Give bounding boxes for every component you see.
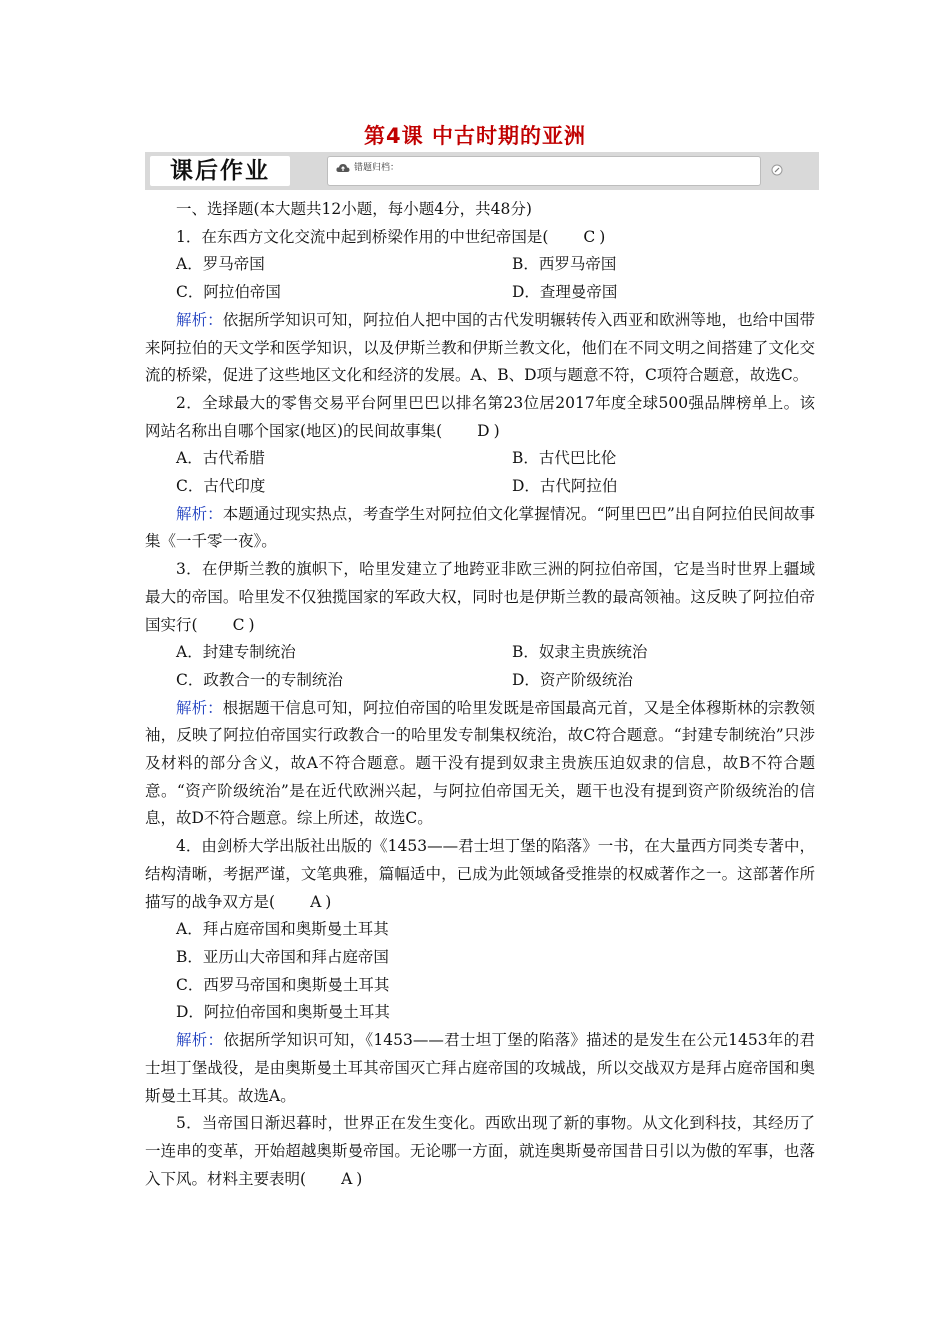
option-4d: D．阿拉伯帝国和奥斯曼土耳其 (176, 1003, 390, 1022)
homework-label: 课后作业 (150, 156, 290, 186)
answer-1: C (583, 227, 596, 246)
options-row (145, 251, 815, 279)
answer-3: C (232, 615, 245, 634)
option-3a: A．封建专制统治 (176, 643, 296, 662)
option-1c: C．阿拉伯帝国 (176, 283, 281, 302)
options-row (145, 639, 815, 667)
section-heading: 一、选择题(本大题共12小题，每小题4分，共48分) (176, 200, 532, 218)
option-4b: B．亚历山大帝国和拜占庭帝国 (176, 947, 389, 966)
question-stem-3: 3．在伊斯兰教的旗帜下，哈里发建立了地跨亚非欧三洲的阿拉伯帝国，它是当时世界上疆域最大的帝国。哈里发不仅独揽国家的军政大权，同时也是伊斯兰教的最高领袖。这反映了阿拉伯帝国实行( C ) (145, 556, 815, 639)
analysis-4: 解析：依据所学知识可知，《1453——君士坦丁堡的陷落》描述的是发生在公元1453年的君士坦丁堡战役，是由奥斯曼土耳其帝国灭亡拜占庭帝国的攻城战，所以交战双方是拜占庭帝国和奥斯曼土耳其。故选A。 (145, 1031, 815, 1105)
analysis-3: 解析：根据题干信息可知，阿拉伯帝国的哈里发既是帝国最高元首，又是全体穆斯林的宗教领袖，反映了阿拉伯帝国实行政教合一的哈里发专制集权统治，故C符合题意。“封建专制统治”只涉及材料的部分含义，故A不符合题意。题干没有提到奴隶主贵族压迫奴隶的信息，故B不符合题意。“资产阶级统治”是在近代欧洲兴起，与阿拉伯帝国无关，题干也没有提到资产阶级统治的信息，故D不符合题意。综上所述，故选C。 (145, 698, 815, 828)
option-3c: C．政教合一的专制统治 (176, 670, 343, 689)
option-1d: D．查理曼帝国 (512, 283, 618, 302)
error-archive-label: 错题归档： (354, 163, 400, 173)
lesson-title: 第4课 中古时期的亚洲 (364, 124, 586, 148)
answer-4: A (310, 892, 322, 911)
analysis-label: 解析： (176, 504, 223, 523)
answer-5: A (341, 1169, 353, 1188)
option-2a: A．古代希腊 (176, 449, 265, 468)
answer-2: D (477, 421, 490, 440)
analysis-1: 解析：依据所学知识可知，阿拉伯人把中国的古代发明辗转传入西亚和欧洲等地，也给中国带来阿拉伯的天文学和医学知识，以及伊斯兰教和伊斯兰教文化，他们在不同文明之间搭建了文化交流的桥梁，促进了这些地区文化和经济的发展。A、B、D项与题意不符，C项符合题意，故选C。 (145, 310, 815, 385)
homework-banner (145, 152, 819, 190)
option-3d: D．资产阶级统治 (512, 670, 633, 689)
question-stem-5: 5．当帝国日渐迟暮时，世界正在发生变化。西欧出现了新的事物。从文化到科技，其经历了一连串的变革，开始超越奥斯曼帝国。无论哪一方面，就连奥斯曼帝国昔日引以为傲的军事，也落入下风。材料主要表明( A ) (145, 1110, 815, 1193)
option-1b: B．西罗马帝国 (512, 255, 617, 274)
question-stem-4: 4．由剑桥大学出版社出版的《1453——君士坦丁堡的陷落》一书，在大量西方同类专著中，结构清晰，考据严谨，文笔典雅，篇幅适中，已成为此领域备受推崇的权威著作之一。这部著作所描写的战争双方是( A ) (145, 833, 815, 916)
pen-icon[interactable] (771, 164, 783, 176)
analysis-label: 解析： (176, 1031, 224, 1050)
option-2d: D．古代阿拉伯 (512, 477, 618, 496)
option-1a: A．罗马帝国 (176, 255, 265, 274)
question-stem-1: 1．在东西方文化交流中起到桥梁作用的中世纪帝国是( C ) (145, 224, 815, 252)
option-4a: A．拜占庭帝国和奥斯曼土耳其 (176, 920, 389, 939)
error-archive-field[interactable] (327, 156, 761, 186)
question-stem-2: 2．全球最大的零售交易平台阿里巴巴以排名第23位居2017年度全球500强品牌榜单上。该网站名称出自哪个国家(地区)的民间故事集( D ) (145, 390, 815, 445)
question-content (145, 196, 815, 1193)
cloud-upload-icon (336, 162, 350, 174)
analysis-label: 解析： (176, 698, 223, 717)
options-row (145, 445, 815, 473)
options-row (145, 279, 815, 307)
option-2b: B．古代巴比伦 (512, 449, 617, 468)
options-row (145, 473, 815, 501)
option-2c: C．古代印度 (176, 477, 266, 496)
options-row (145, 667, 815, 695)
option-3b: B．奴隶主贵族统治 (512, 643, 648, 662)
option-4c: C．西罗马帝国和奥斯曼土耳其 (176, 975, 390, 994)
analysis-label: 解析： (176, 310, 223, 329)
analysis-2: 解析：本题通过现实热点，考查学生对阿拉伯文化掌握情况。“阿里巴巴”出自阿拉伯民间故事集《一千零一夜》。 (145, 504, 815, 551)
